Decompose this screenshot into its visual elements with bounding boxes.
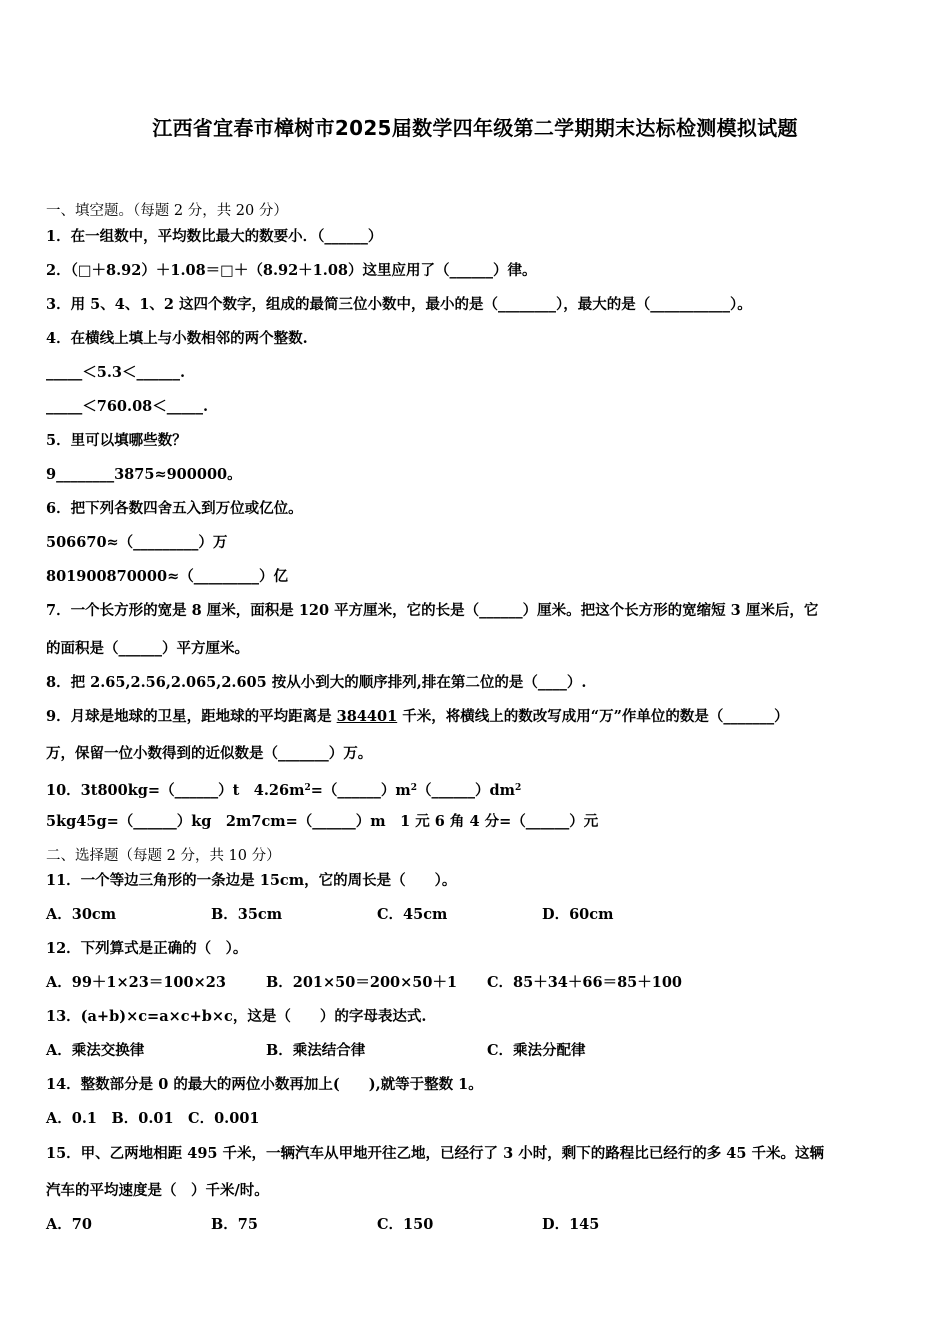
question-10-line-a <box>46 779 521 800</box>
question-10-part-3: （______）dm <box>416 782 515 799</box>
q13-option-a: A．乘法交换律 <box>46 1042 145 1059</box>
superscript-2: 2 <box>410 783 417 793</box>
q12-option-a: A．99＋1×23＝100×23 <box>46 974 226 991</box>
question-14: 14．整数部分是 0 的最大的两位小数再加上( ),就等于整数 1。 <box>46 1076 483 1093</box>
superscript-3: 2 <box>514 783 522 793</box>
question-4-line-a: _____＜5.3＜______. <box>46 364 186 381</box>
question-10-part-2: =（______）m <box>310 782 411 799</box>
q14-options: A．0.1 B．0.01 C．0.001 <box>46 1110 260 1127</box>
question-4-line-b: _____＜760.08＜_____. <box>46 398 209 415</box>
question-3: 3．用 5、4、1、2 这四个数字，组成的最简三位小数中，最小的是（________），最大的是（___________）。 <box>46 296 752 313</box>
question-9-suffix: 千米，将横线上的数改写成用“万”作单位的数是（_______） <box>397 708 789 725</box>
q15-option-a: A．70 <box>46 1216 92 1233</box>
question-8: 8．把 2.65,2.56,2.065,2.605 按从小到大的顺序排列,排在第二位的是（____）. <box>46 674 587 691</box>
question-15-line-b: 汽车的平均速度是（ ）千米/时。 <box>46 1182 269 1199</box>
question-5-line-a: 9________3875≈900000。 <box>46 466 242 483</box>
question-6-line-b: 801900870000≈（_________）亿 <box>46 568 288 585</box>
q15-option-d: D．145 <box>542 1216 600 1233</box>
q13-option-b: B．乘法结合律 <box>266 1042 366 1059</box>
q11-option-d: D．60cm <box>542 906 614 923</box>
question-10-line-b: 5kg45g=（______）kg 2m7cm=（______）m 1 元 6 角 4 分=（______）元 <box>46 813 599 830</box>
question-1: 1．在一组数中，平均数比最大的数要小．（______） <box>46 228 383 245</box>
question-10-part-1: 10．3t800kg=（______）t 4.26m <box>46 782 305 799</box>
question-11: 11．一个等边三角形的一条边是 15cm，它的周长是（ ）。 <box>46 872 457 889</box>
question-7-line-a: 7．一个长方形的宽是 8 厘米，面积是 120 平方厘米，它的长是（______）厘米。把这个长方形的宽缩短 3 厘米后，它 <box>46 602 819 619</box>
q11-option-a: A．30cm <box>46 906 117 923</box>
question-13: 13．(a+b)×c=a×c+b×c，这是（ ）的字母表达式. <box>46 1008 427 1025</box>
q13-option-c: C．乘法分配律 <box>487 1042 586 1059</box>
page-title: 江西省宜春市樟树市2025届数学四年级第二学期期末达标检测模拟试题 <box>152 116 798 140</box>
question-15-line-a: 15．甲、乙两地相距 495 千米，一辆汽车从甲地开往乙地，已经行了 3 小时，剩下的路程比已经行的多 45 千米。这辆 <box>46 1145 824 1162</box>
q12-option-b: B．201×50＝200×50＋1 <box>266 974 458 991</box>
q12-option-c: C．85＋34＋66＝85＋100 <box>487 974 683 991</box>
q15-option-b: B．75 <box>211 1216 258 1233</box>
question-9-line-a <box>46 708 789 726</box>
question-12: 12．下列算式是正确的（ ）。 <box>46 940 248 957</box>
q15-option-c: C．150 <box>377 1216 434 1233</box>
question-9-prefix: 9．月球是地球的卫星，距地球的平均距离是 <box>46 708 337 725</box>
question-7-line-b: 的面积是（______）平方厘米。 <box>46 640 249 657</box>
question-6-line-a: 506670≈（_________）万 <box>46 534 228 551</box>
question-4: 4．在横线上填上与小数相邻的两个整数. <box>46 330 308 347</box>
section2-heading: 二、选择题（每题 2 分，共 10 分） <box>46 848 281 864</box>
q11-option-c: C．45cm <box>377 906 448 923</box>
question-2: 2．（□＋8.92）＋1.08＝□＋（8.92＋1.08）这里应用了（______）律。 <box>46 262 537 279</box>
section1-heading: 一、填空题。（每题 2 分，共 20 分） <box>46 203 288 219</box>
q11-option-b: B．35cm <box>211 906 283 923</box>
question-9-number: 384401 <box>336 708 398 725</box>
superscript-1: 2 <box>304 783 311 793</box>
question-9-line-b: 万，保留一位小数得到的近似数是（_______）万。 <box>46 745 373 762</box>
question-5: 5．里可以填哪些数？ <box>46 432 187 449</box>
question-6: 6．把下列各数四舍五入到万位或亿位。 <box>46 500 303 517</box>
